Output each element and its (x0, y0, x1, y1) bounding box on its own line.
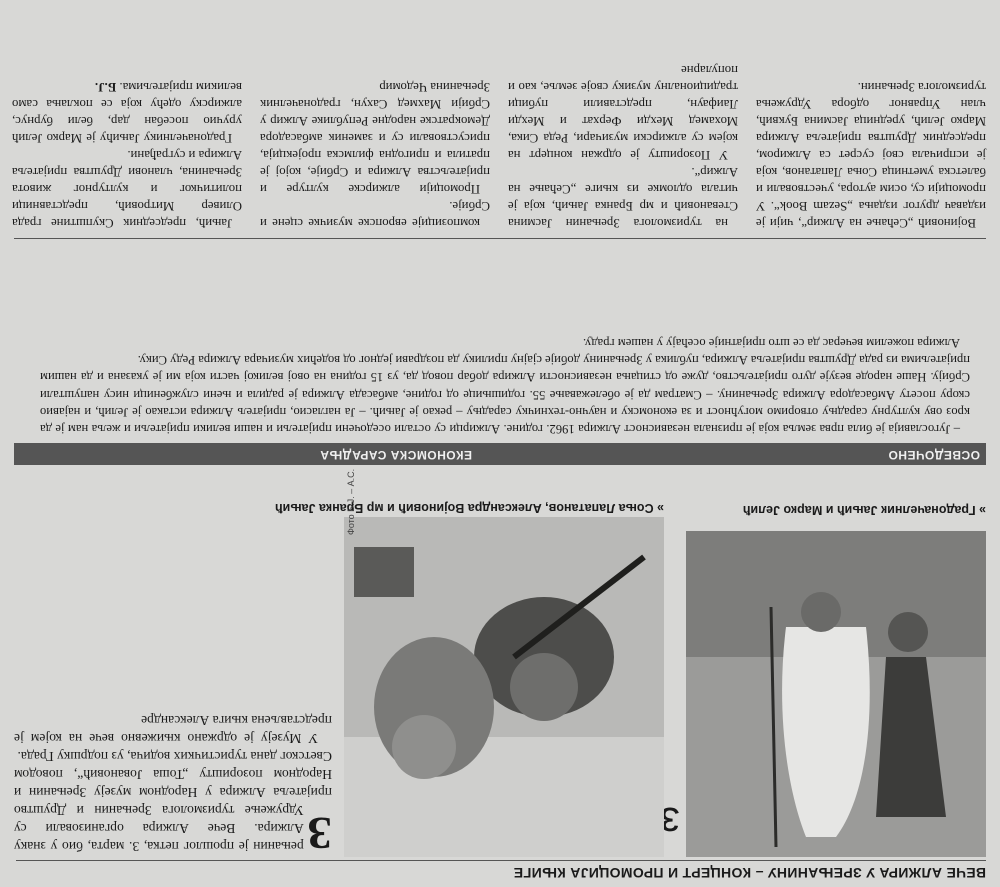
intro-paragraph: З рењанин је прошлог петка, 3. марта, био у знаку Алжира. Вече Алжира организовали су Удружење туризмолога Зрењанин и Друштво пријатеља Алжира у Народном музеју Зрењанин и Народном позоришту „Тоша Јовановић“, поводом Светског дана туристичких водича, уз подршку Града. (14, 749, 332, 859)
column-paragraph: на туризмолога Зрењанин Јасмина Стевановић и мр Бранка Јањић, која је читала одломке из књиге „Сећање на Алжир“. (508, 165, 738, 230)
text-column-1 (756, 78, 986, 231)
column-paragraph: Градоначелнику Јањићу је Марко Јелић уручио посебан дар, бели бурнус, алжирску одећу која се поклања само великим пријатељима. Б.Ј. (12, 80, 242, 145)
author-signature: Б.Ј. (94, 80, 117, 94)
photo-illustration (344, 517, 664, 857)
intro-column (14, 711, 332, 859)
photo-credit: Фото Б.Ј. – А.С. (346, 468, 356, 535)
caption-authors: » Соња Лапатанов, Александра Војиновић и мр Бранка Јањић (274, 501, 664, 515)
text-column-3 (260, 78, 490, 231)
box-text (40, 334, 970, 437)
box-header-bar (14, 443, 986, 465)
drop-cap: З (307, 808, 332, 859)
text-column-2 (508, 61, 738, 231)
box-label-osvedoceno: ОСВЕДОЧЕНО (888, 448, 980, 462)
box-paragraph: – Југославија је била прва земља која је признала независност Алжира 1962. године. Алжирци су остали оседочени пријатељи и наши велики пријатељи и жеља нам је да кроз ову културну сарадњу отворимо могућност и за економску и научно-техничку сарадњу – рекао је Јањић. – Ја нагласио, пријатељ Алжира истакао је Јелић, и најавио скору посету Амбасадора Алжира Зрењанину. – Сматрам да је обележавање 55. годишњице од године, амбасада Алжира је радила и њени службеници нису напуштали Србију. Наше народе везује дуго пријатељство, дуже од стицања независности Алжира добар повод да, уз 15 година на овој великој части која ми је указана и да нашим пријатељима из рада Друштва пријатеља Алжира, публика у Зрењанину добије сјајну прилику да поздрави једног од водећих музичара Алжира Реду Сику. (40, 353, 970, 436)
column-paragraph: Војиновић „Сећање на Алжир“, чији је издавач другог издања „Sezam Book“. У промоцији су, осим аутора, учествовали и балетска уметница Соња Лапатанов, која је испричала свој сусрет са Алжиром, председник Друштва пријатеља Алжира Марко Јелић, уредница Јасмина Буквић, члан Управног одбора Удружења туризмолога Зрењанин. (756, 80, 986, 230)
kicker: ВЕЧЕ АЛЖИРА У ЗРЕЊАНИНУ – КОНЦЕРТ И ПРОМОЦИЈА КЊИГЕ (16, 860, 986, 881)
divider (14, 238, 986, 239)
photo-authors-at-promotion (344, 517, 664, 857)
box-paragraph: Алжира пожелим вечерас да се што пријатније осећају у нашем граду. (582, 335, 960, 350)
column-paragraph: композиције европске музичке сцене и Србије. (260, 199, 490, 230)
text-column-4 (12, 78, 242, 231)
column-paragraph: У Позоришту је одржан концерт на којем су алжирски музичари, Реда Сика, Мохамед Мехди Ферхат и Мехди Лаифаун, представили пубици традиционалну музику своје земље, као и популарне (508, 63, 738, 162)
photo-illustration (686, 531, 986, 857)
column-paragraph: Промоцији алжирске културе и пријатељства Алжира и Србије, којој је пратила и пригодна филмска пројекција, присуствовали су и заменик амбасадора Демократске народне Републике Алжир у Србији Махмед Сахун, градоначелник Зрењанина Чедомир (260, 80, 490, 196)
intro-paragraph: У Музеју је одржано књижевно вече на којем је представљена књига Александре (14, 713, 332, 746)
caption-mayors: » Градоначелник Јањић и Марко Јелић (742, 503, 986, 517)
photo-mayor-and-president (686, 531, 986, 857)
column-paragraph: Јањић, председник Скупштине града Оливер Митровић, представници политичког и културног живота Зрењанина, чланови Друштва пријатеља Алжира и суграђани. (12, 148, 242, 230)
box-label-economic-cooperation: ЕКОНОМСКА САРАДЊА (319, 448, 472, 462)
